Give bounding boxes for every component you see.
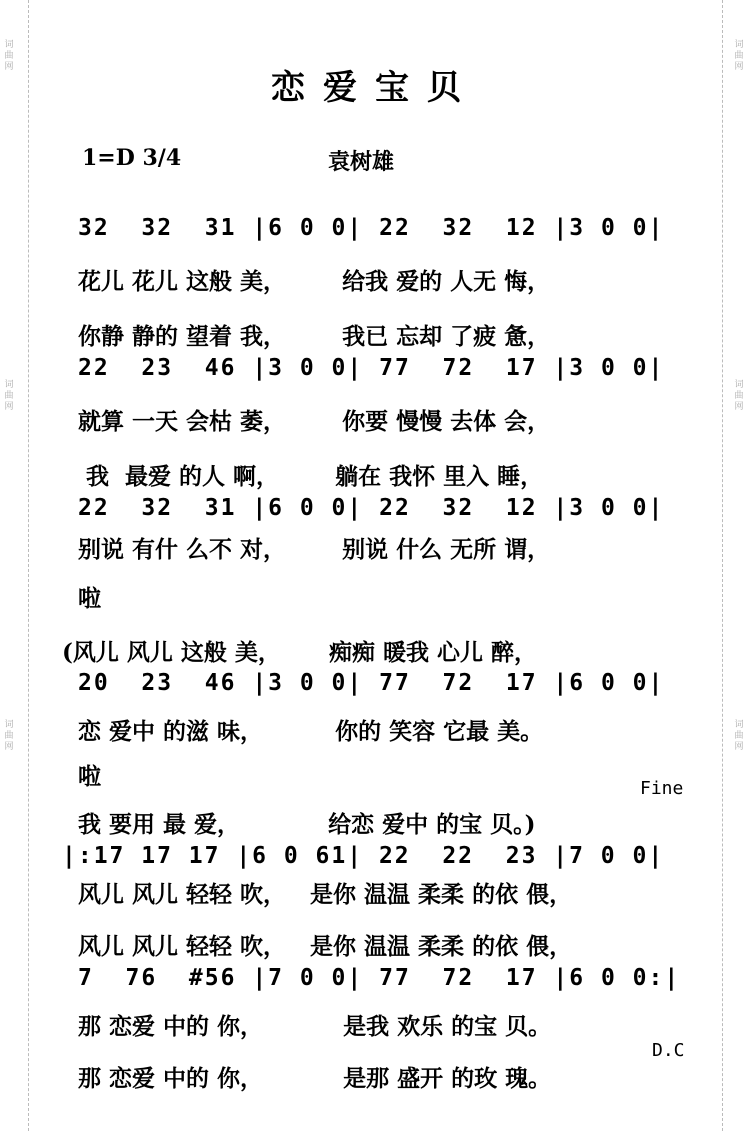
notation-line-1: 32 32 31 |6 0 0| 22 32 12 |3 0 0| xyxy=(78,215,665,241)
notation-line-2: 22 23 46 |3 0 0| 77 72 17 |3 0 0| xyxy=(78,355,665,381)
lyric-line: 风儿 风儿 轻轻 吹， 是你 温温 柔柔 的依 偎， xyxy=(78,881,573,908)
right-border xyxy=(722,0,723,1131)
lyric-line: 那 恋爱 中的 你， 是我 欢乐 的宝 贝。 xyxy=(78,1013,552,1040)
key-meter: 1=D 3/4 xyxy=(82,145,182,171)
lyric-line: 就算 一天 会枯 萎， 你要 慢慢 去体 会， xyxy=(78,408,551,435)
lyric-line: 啦 xyxy=(78,585,101,612)
notation-line-3: 22 32 31 |6 0 0| 22 32 12 |3 0 0| xyxy=(78,495,665,521)
watermark-right: 词曲网 xyxy=(734,720,744,752)
lyric-line: 啦 xyxy=(78,763,101,790)
lyric-line: 花儿 花儿 这般 美， 给我 爱的 人无 悔， xyxy=(78,268,551,295)
lyric-line: 我 最爱 的人 啊， 躺在 我怀 里入 睡， xyxy=(78,463,544,490)
fine-mark: Fine xyxy=(640,778,684,799)
lyric-line: (风儿 风儿 这般 美， 痴痴 暖我 心儿 醉， xyxy=(62,639,537,666)
lyric-line: 我 要用 最 爱， 给恋 爱中 的宝 贝。) xyxy=(78,811,536,838)
notation-line-4: 20 23 46 |3 0 0| 77 72 17 |6 0 0| xyxy=(78,670,665,696)
left-border xyxy=(28,0,29,1131)
lyric-line: 风儿 风儿 轻轻 吹， 是你 温温 柔柔 的依 偎， xyxy=(78,933,573,960)
watermark-left: 词曲网 xyxy=(4,380,14,412)
dc-mark: D.C xyxy=(652,1040,685,1061)
lyric-line: 你静 静的 望着 我， 我已 忘却 了疲 惫， xyxy=(78,323,551,350)
notation-line-5: |:17 17 17 |6 0 61| 22 22 23 |7 0 0| xyxy=(62,843,665,869)
composer: 袁树雄 xyxy=(328,149,395,175)
song-title: 恋爱宝贝 xyxy=(271,68,479,108)
watermark-right: 词曲网 xyxy=(734,380,744,412)
lyric-line: 别说 有什 么不 对， 别说 什么 无所 谓， xyxy=(78,536,551,563)
watermark-left: 词曲网 xyxy=(4,720,14,752)
notation-line-6: 7 76 #56 |7 0 0| 77 72 17 |6 0 0:| xyxy=(78,965,681,991)
watermark-right: 词曲网 xyxy=(734,40,744,72)
lyric-line: 恋 爱中 的滋 味， 你的 笑容 它最 美。 xyxy=(78,718,544,745)
lyric-line: 那 恋爱 中的 你， 是那 盛开 的玫 瑰。 xyxy=(78,1065,552,1092)
watermark-left: 词曲网 xyxy=(4,40,14,72)
